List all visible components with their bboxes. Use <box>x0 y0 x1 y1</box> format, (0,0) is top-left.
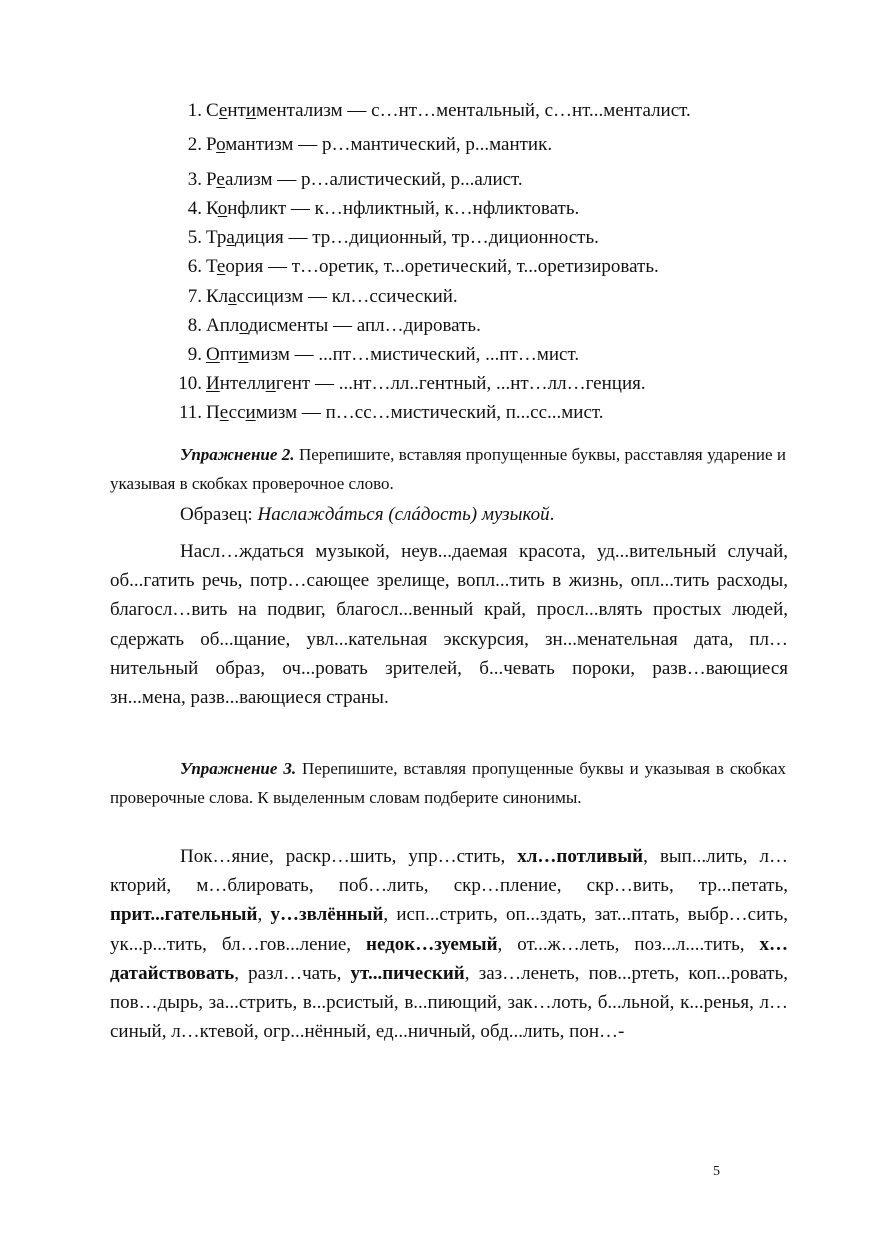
list-item-number: 7. <box>187 286 202 307</box>
stressed-letter: и <box>265 373 276 394</box>
list-item-text: С <box>206 100 219 121</box>
list-item <box>170 169 523 191</box>
sample-dot: . <box>549 504 555 525</box>
list-item-number: 2. <box>187 134 202 155</box>
list-item-number: 5. <box>187 227 202 248</box>
list-item <box>170 286 458 308</box>
exercise-3-text: Перепишите, вставляя пропущенные буквы и указывая в скобках проверочные слова. К выделенным словам подберите синонимы. <box>110 759 786 807</box>
list-item <box>170 256 659 278</box>
list-item-number: 1. <box>187 100 202 121</box>
stressed-letter: о <box>216 134 226 155</box>
list-item-text: мизм — п…сс…мистический, п...сс...мист. <box>255 402 604 423</box>
list-item-text: сс <box>228 402 246 423</box>
exercise-3-text-run: , вып...лить, л…кторий, м…блировать, поб…лить, скр…пление, скр…вить, тр...петать, <box>110 846 788 897</box>
list-item-number: 8. <box>187 315 202 336</box>
list-item-number: 6. <box>187 256 202 277</box>
highlighted-word: хл…потливый <box>517 846 644 867</box>
stressed-letter: и <box>245 402 256 423</box>
stressed-letter: а <box>228 286 237 307</box>
list-item <box>170 134 552 156</box>
stressed-letter: е <box>216 169 225 190</box>
exercise-3-text-run: , <box>257 904 271 926</box>
stressed-letter: е <box>216 256 226 277</box>
list-item-number: 11. <box>178 402 202 423</box>
highlighted-word: у…звлённый <box>270 904 384 926</box>
highlighted-word: х…датайствовать <box>110 933 788 984</box>
list-item <box>170 100 691 122</box>
list-item-text: нтелл <box>219 373 266 394</box>
list-item-text: нфликт — к…нфликтный, к…нфликтовать. <box>227 198 580 219</box>
list-item-text: ментализм — с…нт…ментальный, с…нт...менталист. <box>256 100 691 121</box>
list-item-text: диция — тр…диционный, тр…диционность. <box>234 227 599 248</box>
exercise-3-text-run: Пок…яние, раскр…шить, упр…стить, <box>180 846 518 867</box>
list-item-text: Р <box>206 134 217 155</box>
exercise-3-text-run: , разл…чать, <box>234 962 351 984</box>
list-item <box>170 344 579 366</box>
stressed-letter: е <box>219 402 229 423</box>
stressed-letter: о <box>217 198 228 219</box>
list-item-text: ссицизм — кл…ссический. <box>236 286 458 307</box>
list-item-text: П <box>206 402 220 423</box>
exercise-2-instruction <box>110 440 786 498</box>
sample-check: (слáдость) <box>388 504 478 525</box>
sample-tail: музыкой <box>481 504 550 525</box>
list-item-text: Тр <box>206 227 227 248</box>
list-item-number: 10. <box>178 373 202 394</box>
list-item-text: пт <box>219 344 239 365</box>
sample-line <box>180 504 554 526</box>
exercise-2-body: Насл…ждаться музыкой, неув...даемая красота, уд...вительный случай, об...гатить речь, потр…сающее зрелище, вопл...тить в жизнь, опл...тить расходы, благосл…вить на подвиг, благосл...венный край, просл...влять простых людей, сдержать об...щание, увл...кательная экскурсия, зн...менательная дата, пл…нительный образ, оч...ровать зрителей, б...чевать пороки, разв…вающиеся зн...мена, разв...вающиеся страны. <box>110 541 788 709</box>
stressed-letter: о <box>239 315 249 336</box>
highlighted-word: недок…зуемый <box>366 933 498 955</box>
list-item-text: мантизм — р…мантический, р...мантик. <box>225 134 553 155</box>
list-item <box>170 198 579 220</box>
highlighted-word: прит...гательный <box>110 904 258 926</box>
stressed-letter: О <box>206 344 220 365</box>
stressed-letter: е <box>218 100 228 121</box>
exercise-3-instruction <box>110 754 786 812</box>
highlighted-word: ут...пический <box>350 962 465 984</box>
exercise-3-text-run: , заз…ленеть, пов...ртеть, коп...ровать, пов…дырь, за...стрить, в...рсистый, в...пиющий, зак…лоть, б...льной, к...ренья, л…синый, л…ктевой, огр...нённый, ед...ничный, обд...лить, пон…- <box>110 962 788 1043</box>
list-item <box>170 373 646 395</box>
stressed-letter: а <box>226 227 235 248</box>
list-item-text: К <box>206 198 218 219</box>
list-item-text: Апл <box>206 315 240 336</box>
list-item-text: ализм — р…алистический, р...алист. <box>225 169 523 190</box>
list-item-number: 3. <box>187 169 202 190</box>
page-number: 5 <box>713 1164 720 1179</box>
list-item <box>170 227 599 249</box>
list-item-text: Т <box>206 256 217 277</box>
list-item <box>170 315 481 337</box>
list-item-text: Кл <box>206 286 229 307</box>
sample-label: Образец: <box>180 504 258 525</box>
list-item-text: мизм — ...пт…мистический, ...пт…мист. <box>248 344 580 365</box>
stressed-letter: И <box>206 373 220 394</box>
list-item-number: 9. <box>187 344 202 365</box>
list-item <box>170 402 604 424</box>
exercise-2-title: Упражнение 2. <box>180 445 295 464</box>
list-item-text: Р <box>206 169 217 190</box>
list-item-text: гент — ...нт…лл..гентный, ...нт…лл…генция. <box>275 373 646 394</box>
exercise-2-text: Перепишите, вставляя пропущенные буквы, расставляя ударение и указывая в скобках проверочное слово. <box>110 445 787 493</box>
exercise-3-body <box>110 842 788 1046</box>
list-item-text: дисменты — апл…дировать. <box>248 315 481 336</box>
stressed-letter: и <box>245 100 256 121</box>
exercise-3-text-run: , от...ж…леть, поз...л....тить, <box>497 933 760 955</box>
exercise-3-text-run: , исп...стрить, оп...здать, зат...птать, выбр…сить, ук...р...тить, бл…гов...ление, <box>110 904 788 955</box>
sample-word: Наслаждáться <box>257 504 384 525</box>
list-item-text: ория — т…оретик, т...оретический, т...оретизировать. <box>225 256 659 277</box>
stressed-letter: и <box>238 344 249 365</box>
exercise-3-title: Упражнение 3. <box>180 759 297 778</box>
list-item-text: нт <box>227 100 246 121</box>
list-item-number: 4. <box>187 198 202 219</box>
